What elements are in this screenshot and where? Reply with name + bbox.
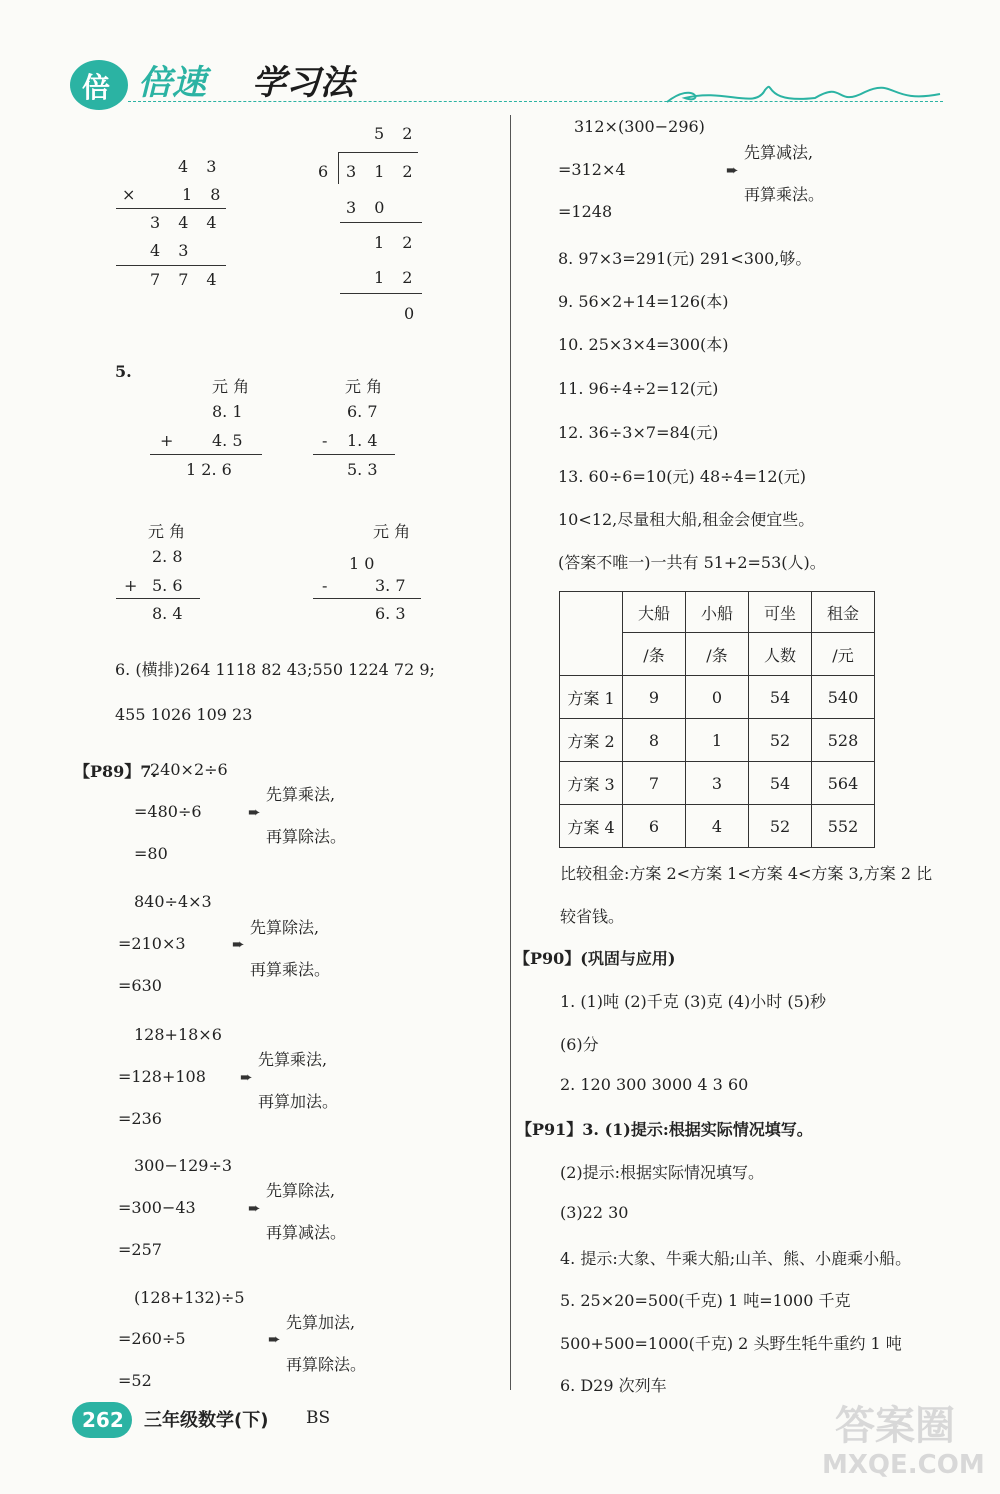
calc-note1: 先算乘法, [266, 785, 336, 804]
q5-label: 5. [115, 362, 132, 381]
answer-a1-cont: (6)分 [560, 1035, 599, 1054]
table-cell: 52 [749, 805, 812, 848]
div-line2 [340, 293, 422, 294]
arrow-icon: ➨ [248, 1199, 261, 1217]
table-cell: 9 [623, 676, 686, 719]
table-cell: 方案 4 [560, 805, 623, 848]
sub2-line [313, 598, 421, 599]
calc-note2: 再算乘法。 [250, 960, 331, 979]
calc-line2: =210×3 [118, 934, 186, 953]
calc-note1: 先算除法, [266, 1181, 336, 1200]
mult-line1 [116, 208, 226, 209]
calc-line3: =52 [118, 1371, 152, 1390]
header-curl-decoration [665, 80, 950, 108]
table-corner-cell [560, 592, 623, 676]
calc-note2: 再算减法。 [266, 1223, 347, 1242]
div-top-line [338, 152, 418, 153]
calc-note1: 先算加法, [286, 1313, 356, 1332]
calc-line1: 840÷4×3 [134, 892, 212, 911]
answer-a1: 1. (1)吨 (2)千克 (3)克 (4)小时 (5)秒 [560, 992, 827, 1011]
calc-note1: 先算乘法, [258, 1050, 328, 1069]
table-cell: 528 [812, 719, 875, 762]
mult-row2: 1 8 [182, 185, 221, 204]
header-cell: 小船 [686, 592, 749, 633]
table-cell: 方案 3 [560, 762, 623, 805]
add1-a: 8. 1 [212, 402, 243, 421]
calc-line3: =1248 [558, 202, 613, 221]
brand-plain: 学习法 [252, 63, 354, 103]
header-cell: 租金 [812, 592, 875, 633]
sub2-res: 6. 3 [375, 604, 406, 623]
table-cell: 552 [812, 805, 875, 848]
q6-line2: 455 1026 109 23 [115, 705, 253, 724]
sub1-b: 1. 4 [347, 431, 378, 450]
column-divider [510, 115, 511, 1390]
sub2-b: 3. 7 [375, 576, 406, 595]
answer-a5: 5. 25×20=500(千克) 1 吨=1000 千克 [560, 1291, 851, 1310]
calc-note2: 再算乘法。 [744, 185, 825, 204]
answer-q13-conclusion: 10<12,尽量租大船,租金会便宜些。 [558, 510, 815, 529]
add2-b: 5. 6 [152, 576, 183, 595]
compare-line2: 较省钱。 [560, 907, 625, 926]
calc-note2: 再算加法。 [258, 1092, 339, 1111]
header-cell: /元 [812, 633, 875, 676]
mult-row1: 4 3 [178, 157, 217, 176]
calc-line1: 300−129÷3 [134, 1156, 233, 1175]
calc-note2: 再算除法。 [286, 1355, 367, 1374]
sub1-op: - [322, 431, 328, 450]
sub2-a: 1 0 [349, 554, 375, 573]
sub1-res: 5. 3 [347, 460, 378, 479]
logo-glyph: 倍 [82, 71, 111, 104]
div-bracket [338, 152, 339, 184]
calc-line3: =630 [118, 976, 162, 995]
table-cell: 54 [749, 676, 812, 719]
table-cell: 方案 2 [560, 719, 623, 762]
answer-q9: 9. 56×2+14=126(本) [558, 292, 729, 311]
answer-a2: 2. 120 300 3000 4 3 60 [560, 1075, 749, 1094]
mult-row5: 7 7 4 [150, 270, 217, 289]
answer-q13-total: (答案不唯一)一共有 51+2=53(人)。 [558, 553, 826, 572]
mult-row4: 4 3 [150, 241, 189, 260]
table-cell: 0 [686, 676, 749, 719]
calc-line1: 128+18×6 [134, 1025, 222, 1044]
calc-line3: =80 [134, 844, 168, 863]
answer-q13: 13. 60÷6=10(元) 48÷4=12(元) [558, 467, 807, 486]
answer-q11: 11. 96÷4÷2=12(元) [558, 379, 719, 398]
calc-line1: 312×(300−296) [574, 117, 705, 136]
div-sub3: 1 2 [374, 268, 413, 287]
answer-a3c: (3)22 30 [560, 1203, 629, 1222]
answer-q10: 10. 25×3×4=300(本) [558, 335, 729, 354]
add1-line [150, 454, 262, 455]
add1-b: 4. 5 [212, 431, 243, 450]
p91-tag: 【P91】3. (1)提示:根据实际情况填写。 [516, 1120, 813, 1139]
calc-note1: 先算除法, [250, 918, 320, 937]
header-cell: 人数 [749, 633, 812, 676]
header-cell: 大船 [623, 592, 686, 633]
sub1-a: 6. 7 [347, 402, 378, 421]
book-title: 三年级数学(下) [144, 1410, 269, 1431]
page-number: 262 [82, 1408, 124, 1432]
edition: BS [306, 1408, 331, 1428]
table-row [560, 762, 875, 805]
table-row [560, 805, 875, 848]
table-cell: 52 [749, 719, 812, 762]
answer-q12: 12. 36÷3×7=84(元) [558, 423, 719, 442]
arrow-icon: ➨ [232, 935, 245, 953]
div-quotient: 5 2 [374, 124, 413, 143]
calc-line2: =260÷5 [118, 1329, 186, 1348]
table-cell: 540 [812, 676, 875, 719]
add1-res: 1 2. 6 [186, 460, 232, 479]
header-cell: /条 [623, 633, 686, 676]
table-cell: 564 [812, 762, 875, 805]
arrow-icon: ➨ [248, 803, 261, 821]
brand-colored: 倍速 [138, 63, 206, 103]
calc-line1: (128+132)÷5 [134, 1288, 245, 1307]
div-divisor: 6 [318, 162, 329, 181]
add1-op: + [160, 431, 174, 450]
arrow-icon: ➨ [240, 1068, 253, 1086]
add2-op: + [124, 576, 138, 595]
answer-a6: 6. D29 次列车 [560, 1376, 667, 1395]
answer-q8: 8. 97×3=291(元) 291<300,够。 [558, 249, 812, 268]
table-cell: 方案 1 [560, 676, 623, 719]
table-cell: 8 [623, 719, 686, 762]
sub1-line [313, 454, 395, 455]
p89-tag: 【P89】7. [74, 762, 158, 781]
table-cell: 3 [686, 762, 749, 805]
watermark-logo: 答案圈 [835, 1403, 955, 1449]
sub2-op: - [322, 576, 328, 595]
table-cell: 4 [686, 805, 749, 848]
div-line1 [340, 222, 422, 223]
header-cell: 可坐 [749, 592, 812, 633]
header-cell: /条 [686, 633, 749, 676]
mult-row3: 3 4 4 [150, 213, 217, 232]
calc-line3: =257 [118, 1240, 162, 1259]
calc-line2: =300−43 [118, 1198, 196, 1217]
sub2-head: 元 角 [373, 522, 411, 541]
div-dividend: 3 1 2 [346, 162, 413, 181]
arrow-icon: ➨ [726, 161, 739, 179]
calc-line2: =128+108 [118, 1067, 206, 1086]
calc-line2: =480÷6 [134, 802, 202, 821]
calc-line2: =312×4 [558, 160, 626, 179]
calc-line1: 240×2÷6 [150, 760, 228, 779]
add2-line [116, 598, 200, 599]
add1-head: 元 角 [212, 377, 250, 396]
table-cell: 7 [623, 762, 686, 805]
calc-note1: 先算减法, [744, 143, 814, 162]
table-cell: 6 [623, 805, 686, 848]
table-row [560, 719, 875, 762]
q6-line1: 6. (横排)264 1118 82 43;550 1224 72 9; [115, 660, 435, 679]
table-header-row [560, 592, 875, 633]
answer-a3b: (2)提示:根据实际情况填写。 [560, 1163, 765, 1182]
div-sub1: 3 0 [346, 198, 385, 217]
add2-head: 元 角 [148, 522, 186, 541]
watermark-url: MXQE.COM [822, 1450, 985, 1480]
arrow-icon: ➨ [268, 1330, 281, 1348]
table-row [560, 676, 875, 719]
add2-res: 8. 4 [152, 604, 183, 623]
calc-note2: 再算除法。 [266, 827, 347, 846]
add2-a: 2. 8 [152, 547, 183, 566]
table-cell: 54 [749, 762, 812, 805]
div-sub2: 1 2 [374, 233, 413, 252]
answer-a5-cont: 500+500=1000(千克) 2 头野生牦牛重约 1 吨 [560, 1334, 902, 1353]
compare-line1: 比较租金:方案 2<方案 1<方案 4<方案 3,方案 2 比 [560, 864, 933, 883]
sub1-head: 元 角 [345, 377, 383, 396]
table-cell: 1 [686, 719, 749, 762]
calc-line3: =236 [118, 1109, 162, 1128]
mult-op: × [122, 185, 136, 204]
answer-a4: 4. 提示:大象、牛乘大船;山羊、熊、小鹿乘小船。 [560, 1249, 912, 1268]
boat-plan-table [559, 591, 875, 848]
mult-line2 [116, 265, 226, 266]
p90-tag: 【P90】(巩固与应用) [514, 949, 676, 968]
div-remainder: 0 [404, 304, 415, 323]
